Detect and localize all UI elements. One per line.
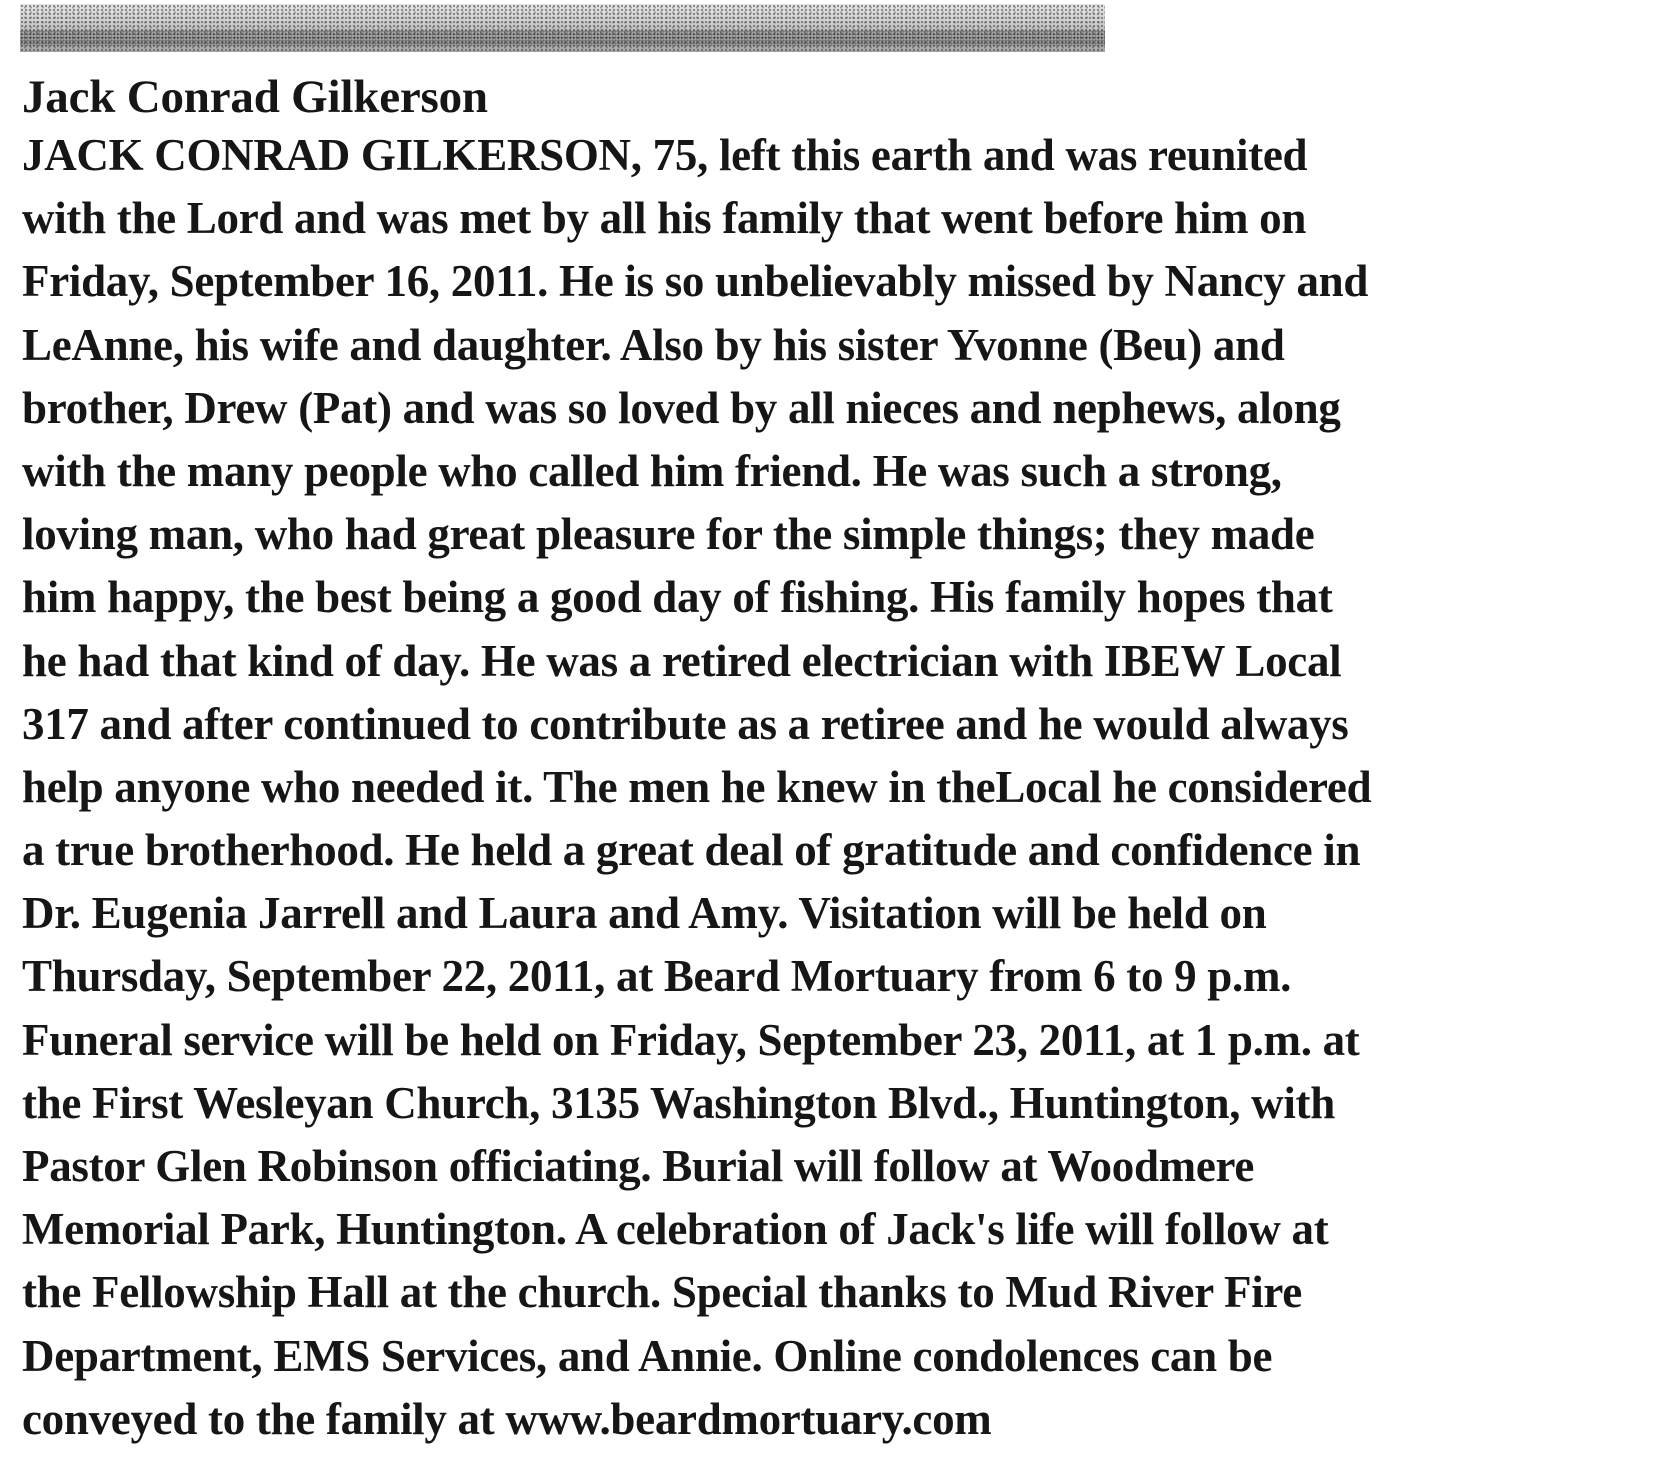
obituary-line: Pastor Glen Robinson officiating. Burial will follow at Woodmere [22,1141,1255,1191]
obituary-line: 317 and after continued to contribute as a retiree and he would always [22,698,1349,749]
obituary-line: Thursday, September 22, 2011, at Beard Mortuary from 6 to 9 p.m. [22,951,1292,1002]
obituary-line: with the many people who called him friend. He was such a strong, [22,445,1282,496]
obituary-line: loving man, who had great pleasure for the simple things; they made [22,509,1315,560]
obituary-body [22,124,1662,1451]
obituary-line: Memorial Park, Huntington. A celebration of Jack's life will follow at [22,1204,1329,1255]
obituary-line: LeAnne, his wife and daughter. Also by his sister Yvonne (Beu) and [22,319,1285,370]
obituary-line: a true brotherhood. He held a great deal of gratitude and confidence in [22,825,1361,876]
obituary-line: help anyone who needed it. The men he knew in theLocal he considered [22,761,1372,812]
obituary-line: he had that kind of day. He was a retired electrician with IBEW Local [22,635,1342,686]
obituary-line: Department, EMS Services, and Annie. Online condolences can be [22,1330,1273,1381]
obituary-line: Friday, September 16, 2011. He is so unbelievably missed by Nancy and [22,256,1369,307]
obituary-line: Dr. Eugenia Jarrell and Laura and Amy. Visitation will be held on [22,888,1267,939]
obituary-line: brother, Drew (Pat) and was so loved by all nieces and nephews, along [22,382,1341,433]
obituary-line: conveyed to the family at www.beardmortuary.com [22,1393,992,1444]
halftone-band [20,30,1105,46]
obituary-line: with the Lord and was met by all his family that went before him on [22,193,1307,244]
obituary-line: JACK CONRAD GILKERSON, 75, left this earth and was reunited [22,130,1308,180]
halftone-header-strip [20,4,1105,52]
obituary-line: him happy, the best being a good day of fishing. His family hopes that [22,572,1333,623]
obituary-title: Jack Conrad Gilkerson [22,71,488,123]
obituary-line: Funeral service will be held on Friday, September 23, 2011, at 1 p.m. at [22,1014,1360,1065]
obituary-line: the First Wesleyan Church, 3135 Washington Blvd., Huntington, with [22,1077,1335,1128]
obituary-line: the Fellowship Hall at the church. Special thanks to Mud River Fire [22,1267,1302,1318]
